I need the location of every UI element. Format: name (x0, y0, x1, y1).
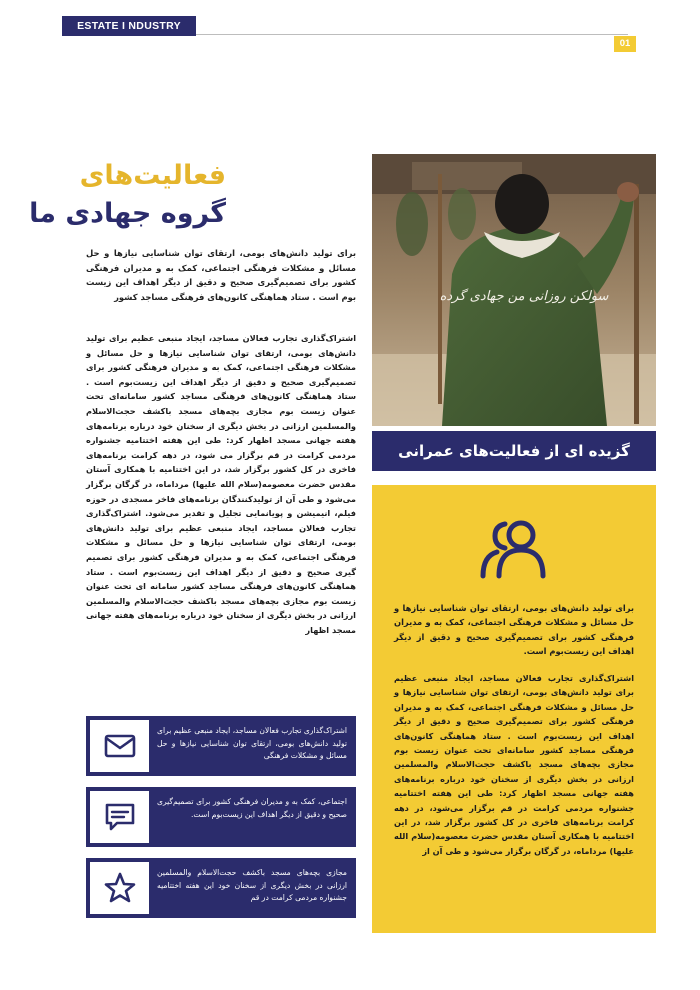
intro-paragraph: برای تولید دانش‌های بومی، ارتقای توان شناسایی نیازها و حل مسائل و مشکلات فرهنگی اجتماعی، کمک به و مدیران فرهنگی کشور برای تصمیم‌گیری صحیح و دقیق از دیگر اهداف این زیست بوم است . ستاد هماهنگی کانون‌های فرهنگی مساجد کشور (86, 248, 356, 302)
panel-paragraph-2: اشتراک‌گذاری تجارب فعالان مساجد، ایجاد منبعی عظیم برای تولید دانش‌های بومی، ارتقای توان شناسایی نیازها و حل مسائل و مشکلات فرهنگی اجتماعی، کمک به و مدیران فرهنگی کشور برای تصمیم‌گیری صحیح و دقیق از دیگر اهداف این زیست‌بوم است . ستاد هماهنگی کانون‌های فرهنگی مساجد کشور سامانه‌ای تحت عنوان زیست بوم مجازی بچه‌های مسجد باکشف حجت‌الاسلام والمسلمین ارزانی در بخش دیگری از سخنان خود درباره برنامه‌های هفته جهانی مسجد اظهار کرد: طی این هفته اختتامیه جشنواره مردمی کرامت در قم برگزار می‌شود، در دهه کرامت برنامه‌های فاخری در کل کشور برگزار شد، در این اختتامیه با همکاری آستان مقدس حضرت معصومه(سلام الله علیها) مرداماه، در گرگان برگزار می‌شود و طی آن از (394, 673, 634, 856)
header-label: ESTATE I NDUSTRY (62, 16, 196, 36)
page-title-line1: فعالیت‌های (79, 160, 226, 191)
body-paragraph: اشتراک‌گذاری تجارب فعالان مساجد، ایجاد منبعی عظیم برای تولید دانش‌های بومی، ارتقای توان شناسایی نیازها و حل مسائل و مشکلات فرهنگی اجتماعی، کمک به و مدیران فرهنگی کشور برای تصمیم‌گیری صحیح و دقیق از دیگر اهداف این زیست‌بوم است . ستاد هماهنگی کانون‌های فرهنگی مساجد کشور سامانه‌ای تحت عنوان زیست بوم مجازی بچه‌های مسجد باکشف حجت‌الاسلام والمسلمین ارزانی در بخش دیگری از سخنان خود درباره برنامه‌های هفته جهانی مسجد اظهار کرد: طی این هفته اختتامیه جشنواره مردمی کرامت در قم برگزار می شود، در دهه کرامت برنامه‌های فاخری در کل کشور برگزار شد، در این اختتامیه با همکاری آستان مقدس حضرت معصومه(سلام الله علیها) مرداماه، در گرگان برگزار می‌شود و طی آن از تولیدکنندگان برنامه‌های فاخر مسجدی در حوزه فیلم، انیمیشن و پویانمایی تجلیل و تقدیر می‌شود. اشتراک‌گذاری تجارب فعالان مساجد، ایجاد منبعی عظیم برای تولید دانش‌های بومی، ارتقای توان شناسایی نیازها و حل مسائل و مشکلات فرهنگی اجتماعی، کمک به و مدیران فرهنگی کشور برای تصمیم گیری صحیح و دقیق از دیگر اهداف این زیست‌بوم است . ستاد هماهنگی کانون‌های فرهنگی مساجد کشور سامانه ای تحت عنوان زیست بوم مجازی بچه‌های مسجد باکشف حجت‌الاسلام والمسلمین ارزانی در بخش دیگری از سخنان خود درباره برنامه‌های هفته جهانی مسجد اظهار (86, 333, 356, 635)
info-card (86, 716, 356, 776)
header-rule (196, 34, 628, 35)
info-card (86, 787, 356, 847)
photo-banner: گزیده ای از فعالیت‌های عمرانی (372, 431, 656, 471)
people-icon (477, 518, 551, 580)
card-text: اشتراک‌گذاری تجارب فعالان مساجد، ایجاد منبعی عظیم برای تولید دانش‌های بومی، ارتقای توان شناسایی نیازها و حل مسائل و مشکلات فرهنگی (157, 726, 347, 761)
panel-paragraph-1: برای تولید دانش‌های بومی، ارتقای توان شناسایی نیازها و حل مسائل و مشکلات فرهنگی اجتماعی، کمک به و مدیران فرهنگی کشور برای تصمیم‌گیری صحیح و دقیق از دیگر اهداف این زیست‌بوم است. (394, 603, 634, 657)
worker-photo (372, 154, 656, 426)
page-number: 01 (614, 36, 636, 52)
card-text: مجازی بچه‌های مسجد باکشف حجت‌الاسلام والمسلمین ارزانی در بخش دیگری از سخنان خود این هفته اختتامیه جشنواره مردمی کرامت در قم (157, 868, 347, 903)
info-card (86, 858, 356, 918)
page-title-line2: گروه جهادی ما (29, 198, 226, 229)
yellow-panel (372, 485, 656, 933)
jacket-text: سولکن روزانی من جهادی گرده (439, 289, 609, 304)
card-text: اجتماعی، کمک به و مدیران فرهنگی کشور برای تصمیم‌گیری صحیح و دقیق از دیگر اهداف این زیست‌بوم است. (157, 797, 347, 819)
